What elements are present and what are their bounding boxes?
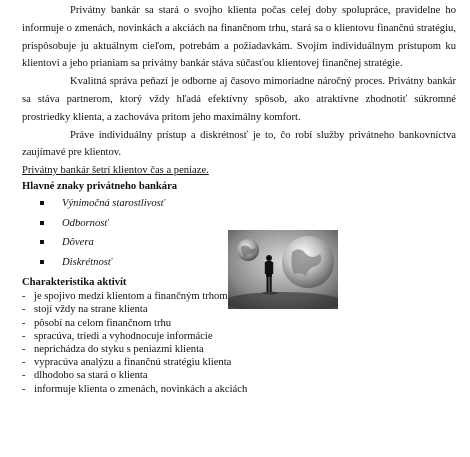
list-item: - informuje klienta o zmenách, novinkách a akciách <box>22 383 248 395</box>
paragraph-banker-care: Privátny bankár sa stará o svojho klienta počas celej doby spolupráce, pravidelne ho informuje o zmenách, novinkách a akciách na finančnom trhu, stará sa o klientovu finančnú stratégiu, prispôsobuje ju aktuálnym cieľom, potrebám a požiadavkám. Svojím individuálnym prístupom ku klientovi a jeho prianiam sa privátny bankár stáva súčasťou klientovej finančnej stratégie. <box>22 5 456 70</box>
list-item: - neprichádza do styku s peniazmi klienta <box>22 343 204 355</box>
list-item: Dôvera <box>22 233 456 253</box>
list-item: - dlhodobo sa stará o klienta <box>22 370 148 382</box>
bullet-square-icon <box>40 201 44 205</box>
heading-activities: Charakteristika aktivít <box>22 277 127 289</box>
list-item: Diskrétnosť <box>22 253 456 273</box>
list-item: - pôsobí na celom finančnom trhu <box>22 317 172 329</box>
list-item: Odbornosť <box>22 214 456 234</box>
bullet-square-icon <box>40 260 44 264</box>
bullet-square-icon <box>40 240 44 244</box>
heading-main-traits: Hlavné znaky privátneho bankára <box>22 181 178 193</box>
bullet-square-icon <box>40 221 44 225</box>
globe-businessman-image <box>228 230 338 309</box>
paragraph-discretion: Práve individuálny prístup a diskrétnosť je to, čo robí služby privátneho bankovníctva zaujímavé pre klientov. <box>22 129 456 159</box>
list-item: - stojí vždy na strane klienta <box>22 304 148 316</box>
globe-image-art <box>228 230 338 309</box>
list-item: - vypracúva analýzu a finančnú stratégiu klienta <box>22 357 232 369</box>
list-item: - spracúva, triedi a vyhodnocuje informácie <box>22 330 213 342</box>
underlined-statement: Privátny bankár šetrí klientov čas a peniaze. <box>22 165 209 177</box>
list-item: Výnimočná starostlivosť <box>22 194 456 214</box>
document-page <box>22 0 456 396</box>
paragraph-money-management: Kvalitná správa peňazí je odborne aj časovo mimoriadne náročný proces. Privátny bankár sa stáva partnerom, ktorý vždy hľadá efektívny spôsob, ako atraktívne zhodnotiť súkromné prostriedky klienta, a zachováva pritom jeho maximálny komfort. <box>22 76 456 123</box>
list-item: - je spojivo medzi klientom a finančným trhom <box>22 291 228 303</box>
